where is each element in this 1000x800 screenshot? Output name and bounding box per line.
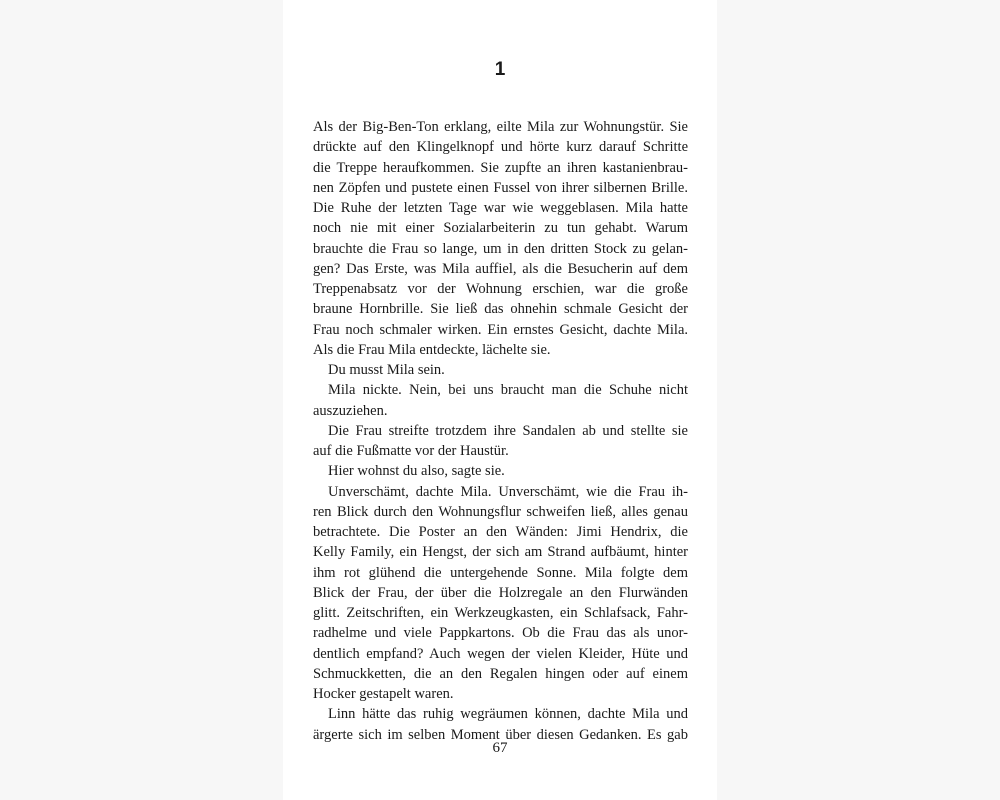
- text-line: Treppenabsatz vor der Wohnung erschien, war die große: [313, 281, 688, 297]
- text-line: Die Frau streifte trotzdem ihre Sandalen ab und stellte sie: [328, 422, 688, 439]
- text-line: auszuziehen.: [313, 402, 388, 419]
- text-line: gen? Das Erste, was Mila auffiel, als die Besucherin auf dem: [313, 260, 688, 277]
- text-line: Schmuckketten, die an den Regalen hingen oder auf einem: [313, 665, 688, 682]
- book-page: [283, 0, 717, 800]
- text-line: Frau noch schmaler wirken. Ein ernstes Gesicht, dachte Mila.: [313, 321, 688, 338]
- text-line: Hocker gestapelt waren.: [313, 686, 454, 702]
- text-line: Mila nickte. Nein, bei uns braucht man die Schuhe nicht: [328, 382, 688, 399]
- text-line: Du musst Mila sein.: [328, 362, 445, 378]
- text-line: Hier wohnst du also, sagte sie.: [328, 463, 505, 480]
- text-line: nen Zöpfen und pustete einen Fussel von ihrer silbernen Brille.: [313, 179, 688, 196]
- text-line: Die Ruhe der letzten Tage war wie weggeblasen. Mila hatte: [313, 200, 688, 216]
- right-margin-background: [717, 0, 1000, 800]
- text-line: Unverschämt, dachte Mila. Unverschämt, wie die Frau ih-: [328, 483, 688, 500]
- chapter-number: 1: [494, 59, 506, 80]
- text-line: die Treppe heraufkommen. Sie zupfte an ihren kastanienbrau-: [313, 159, 688, 176]
- left-margin-background: [0, 0, 283, 800]
- text-line: Als der Big-Ben-Ton erklang, eilte Mila zur Wohnungstür. Sie: [313, 119, 688, 135]
- body-text: [313, 117, 688, 745]
- text-line: betrachtete. Die Poster an den Wänden: Jimi Hendrix, die: [313, 524, 688, 540]
- text-line: dentlich empfand? Auch wegen der vielen Kleider, Hüte und: [313, 645, 688, 662]
- text-line: drückte auf den Klingelknopf und hörte kurz darauf Schritte: [313, 139, 688, 156]
- page-number: 67: [492, 740, 508, 756]
- text-line: auf die Fußmatte vor der Haustür.: [313, 443, 509, 459]
- text-line: ärgerte sich im selben Moment über diesen Gedanken. Es gab: [313, 726, 688, 743]
- text-line: Als die Frau Mila entdeckte, lächelte sie.: [313, 341, 551, 358]
- text-line: radhelme und viele Pappkartons. Ob die Frau das als unor-: [313, 625, 688, 642]
- text-line: noch nie mit einer Sozialarbeiterin zu tun gehabt. Warum: [313, 220, 688, 237]
- text-line: ren Blick durch den Wohnungsflur schweifen ließ, alles genau: [313, 503, 688, 520]
- text-line: ihm rot glühend die untergehende Sonne. Mila folgte dem: [313, 564, 688, 581]
- text-line: glitt. Zeitschriften, ein Werkzeugkasten, ein Schlafsack, Fahr-: [313, 605, 688, 621]
- text-line: Linn hätte das ruhig wegräumen können, dachte Mila und: [328, 706, 688, 723]
- text-line: Kelly Family, ein Hengst, der sich am Strand aufbäumt, hinter: [313, 544, 688, 561]
- text-line: brauchte die Frau so lange, um in den dritten Stock zu gelan-: [313, 240, 688, 257]
- text-line: braune Hornbrille. Sie ließ das ohnehin schmale Gesicht der: [313, 301, 688, 318]
- text-line: Blick der Frau, der über die Holzregale an den Flurwänden: [313, 584, 688, 601]
